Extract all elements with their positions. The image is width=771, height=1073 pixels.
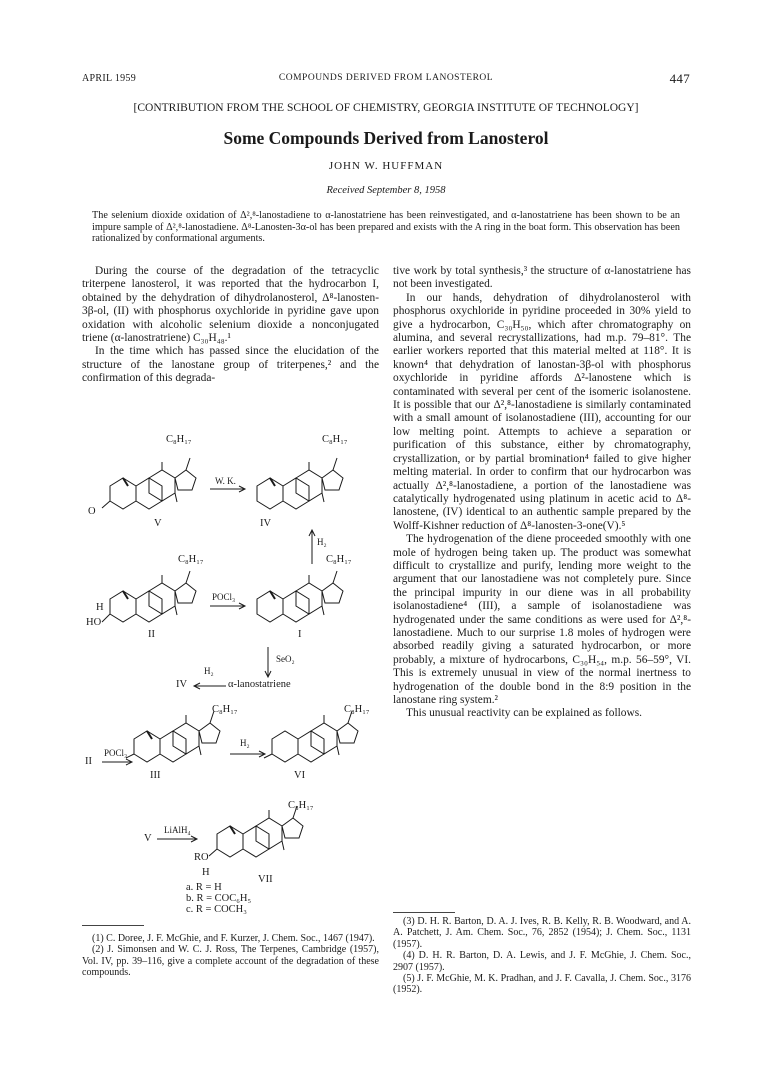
side-chain-label: C₈H₁₇	[178, 554, 204, 565]
compound-IV-structure	[257, 458, 343, 509]
reagent-label-pcl5: POCl₃	[104, 748, 128, 758]
compound-label-II: II	[148, 629, 155, 640]
reaction-arrow-h2-hydrogenation	[230, 751, 265, 757]
footnotes-right	[393, 916, 691, 996]
compound-label-VI: VI	[294, 770, 306, 781]
paragraph: This unusual reactivity can be explained as follows.	[406, 707, 642, 720]
reaction-scheme-figure	[82, 434, 379, 914]
footnote: (4) D. H. R. Barton, D. A. Lewis, and J. F. McGhie, J. Chem. Soc., 2907 (1957).	[393, 950, 691, 973]
paragraph: In our hands, dehydration of dihydrolanosterol with phosphorus oxychloride in pyridine proceeded in 30% yield to give a hydrocarbon, C₃₀H₅₀, which after chromatography on alumina, and several recrystallizations, had m.p. 79–81°. The earlier workers reported that this material melted at 118°. It is known⁴ that dehydration of lanostan-3β-ol with phosphorus oxychloride in pyridine affords Δ²-lanostene which is contaminated with several per cent of the isomeric isolanostene. It is possible that our Δ²,⁸-lanostadiene is similarly contaminated with a small amount of isolanostadiene (III), accounting for our low melting point. Attempts to achieve a separation or purification of this substance, either by chromatography, crystallization, or by partial bromination⁴ failed to give higher melting material. In order to confirm that our hydrocarbon was actually Δ²,⁸-lanostadiene, a portion of the lanostadiene was catalytically hydrogenated using platinum in acetic acid to Δ⁸-lanostene, (IV) identical to an authentic sample prepared by the Wolff-Kishner reduction of Δ⁸-lanosten-3-one(V).⁵	[393, 291, 691, 532]
column-right	[393, 265, 691, 721]
paragraph: In the time which has passed since the elucidation of the structure of the lanostane group of triterpenes,² and the confirmation of this degrada-	[82, 345, 379, 385]
side-chain-label: C₈H₁₇	[322, 434, 348, 445]
reagent-label-seo2: SeO₂	[276, 654, 295, 664]
ro-group-label: RO	[194, 852, 209, 863]
compound-I-structure	[257, 571, 343, 622]
author-name: JOHN W. HUFFMAN	[328, 160, 444, 172]
reagent-label-h2: H₂	[317, 537, 327, 547]
footnote: (2) J. Simonsen and W. C. J. Ross, The Terpenes, Cambridge (1957), Vol. IV, pp. 39–116, give a complete account of the degradation of these compounds.	[82, 944, 379, 979]
reaction-arrow-up-h2	[309, 530, 315, 564]
compound-label-IV: IV	[176, 679, 188, 690]
reagent-label-h2: H₂	[204, 666, 214, 676]
compound-III-structure	[126, 711, 220, 762]
side-chain-label: C₈H₁₇	[212, 704, 238, 715]
running-head	[82, 71, 690, 89]
reaction-arrow-left-h2	[194, 683, 226, 689]
reaction-scheme-drawing	[82, 434, 379, 914]
compound-label-V: V	[154, 518, 162, 529]
substituent-b: b. R = COC₆H₅	[186, 893, 252, 904]
reagent-label-lialh4: LiAlH₄	[164, 825, 191, 835]
reagent-label-wk: W. K.	[215, 476, 236, 486]
paragraph: The hydrogenation of the diene proceeded smoothly with one mole of hydrogen being taken up. The product was somewhat difficult to crystallize and purify, lending more weight to the argument that our lanostadiene was not completely pure. Since the principal impurity in our diene was in all probability isolanostadiene⁴ (III), a sample of isolanostadiene was hydrogenated under the same conditions as were used for Δ²,⁸-lanostadiene. Much to our surprise 1.8 moles of hydrogen were absorbed readily giving a saturated hydrocarbon, or more probably, a mixture of hydrocarbons, C₃₀H₅₄, m.p. 56–59°, VI. This is extremely unusual in view of the normal inertness to hydrogenation of the double bond in the 8:9 position in the lanostane ring system.²	[393, 533, 691, 706]
article-title: Some Compounds Derived from Lanosterol	[223, 128, 549, 148]
compound-label-III: III	[150, 770, 161, 781]
substituent-c: c. R = COCH₃	[186, 904, 247, 915]
compound-VII-structure	[209, 806, 303, 857]
hydroxyl-group-label: HO	[86, 617, 102, 628]
footnote-divider	[82, 925, 144, 926]
side-chain-label: C₈H₁₇	[288, 800, 314, 811]
paragraph: tive work by total synthesis,³ the structure of α-lanostatriene has not been investigated.	[393, 265, 691, 291]
side-chain-label: C₈H₁₇	[326, 554, 352, 565]
reaction-arrow-wk	[210, 486, 245, 492]
atom-label-hydrogen: H	[96, 602, 104, 613]
running-head-title: COMPOUNDS DERIVED FROM LANOSTEROL	[278, 73, 494, 83]
atom-label-hydrogen: H	[202, 867, 210, 878]
abstract: The selenium dioxide oxidation of Δ²,⁸-lanostadiene to α-lanostatriene has been reinvestigated, and α-lanostatriene has been shown to be an impure sample of Δ²,⁸-lanostadiene. Δ⁸-Lanosten-3α-ol has been prepared and exists with the A ring in the boat form. This observation has been rationalized by conformational arguments.	[92, 210, 680, 244]
atom-label-oxygen: O	[88, 506, 96, 517]
compound-label-II: II	[85, 756, 92, 767]
footnotes-left	[82, 933, 379, 979]
reagent-label-h2: H₂	[240, 738, 250, 748]
compound-label-VII: VII	[258, 874, 273, 885]
side-chain-label: C₈H₁₇	[166, 434, 192, 445]
footnote: (5) J. F. McGhie, M. K. Pradhan, and J. F. Cavalla, J. Chem. Soc., 3176 (1952).	[393, 973, 691, 996]
running-head-date: APRIL 1959	[82, 73, 137, 84]
compound-VI-structure	[264, 711, 358, 762]
contribution-line: [CONTRIBUTION FROM THE SCHOOL OF CHEMISTRY, GEORGIA INSTITUTE OF TECHNOLOGY]	[133, 102, 639, 114]
page-number: 447	[669, 71, 690, 86]
reaction-arrow-pcl5	[102, 759, 132, 765]
column-left	[82, 265, 379, 386]
footnote: (1) C. Doree, J. F. McGhie, and F. Kurzer, J. Chem. Soc., 1467 (1947).	[92, 933, 375, 944]
footnote-divider	[393, 912, 455, 913]
compound-label-I: I	[298, 629, 302, 640]
side-chain-label: C₈H₁₇	[344, 704, 370, 715]
footnote: (3) D. H. R. Barton, D. A. J. Ives, R. B. Kelly, R. B. Woodward, and A. A. Patchett, J. Am. Chem. Soc., 76, 2852 (1954); J. Chem. Soc., 1131 (1957).	[393, 916, 691, 950]
compound-V-structure	[102, 458, 196, 509]
compound-label-IV: IV	[260, 518, 272, 529]
lanostatriene-label: α-lanostatriene	[228, 679, 291, 690]
substituent-a: a. R = H	[186, 882, 222, 893]
reaction-arrow-pocl3	[210, 603, 245, 609]
received-date: Received September 8, 1958	[326, 185, 446, 196]
reaction-arrow-lialh4	[157, 836, 197, 842]
compound-label-V: V	[144, 833, 152, 844]
paragraph: During the course of the degradation of the tetracyclic triterpene lanosterol, it was reported that the hydrocarbon I, obtained by the dehydration of dihydrolanosterol, Δ⁸-lanosten-3β-ol, (II) with phosphorus oxychloride in pyridine gave upon oxidation with alcoholic selenium dioxide a nonconjugated triene (α-lanostratriene) C₃₀H₄₈.¹	[82, 265, 379, 345]
compound-II-structure	[102, 571, 196, 622]
reagent-label-pocl3: POCl₃	[212, 592, 236, 602]
reaction-arrow-down-seo2	[265, 647, 271, 677]
